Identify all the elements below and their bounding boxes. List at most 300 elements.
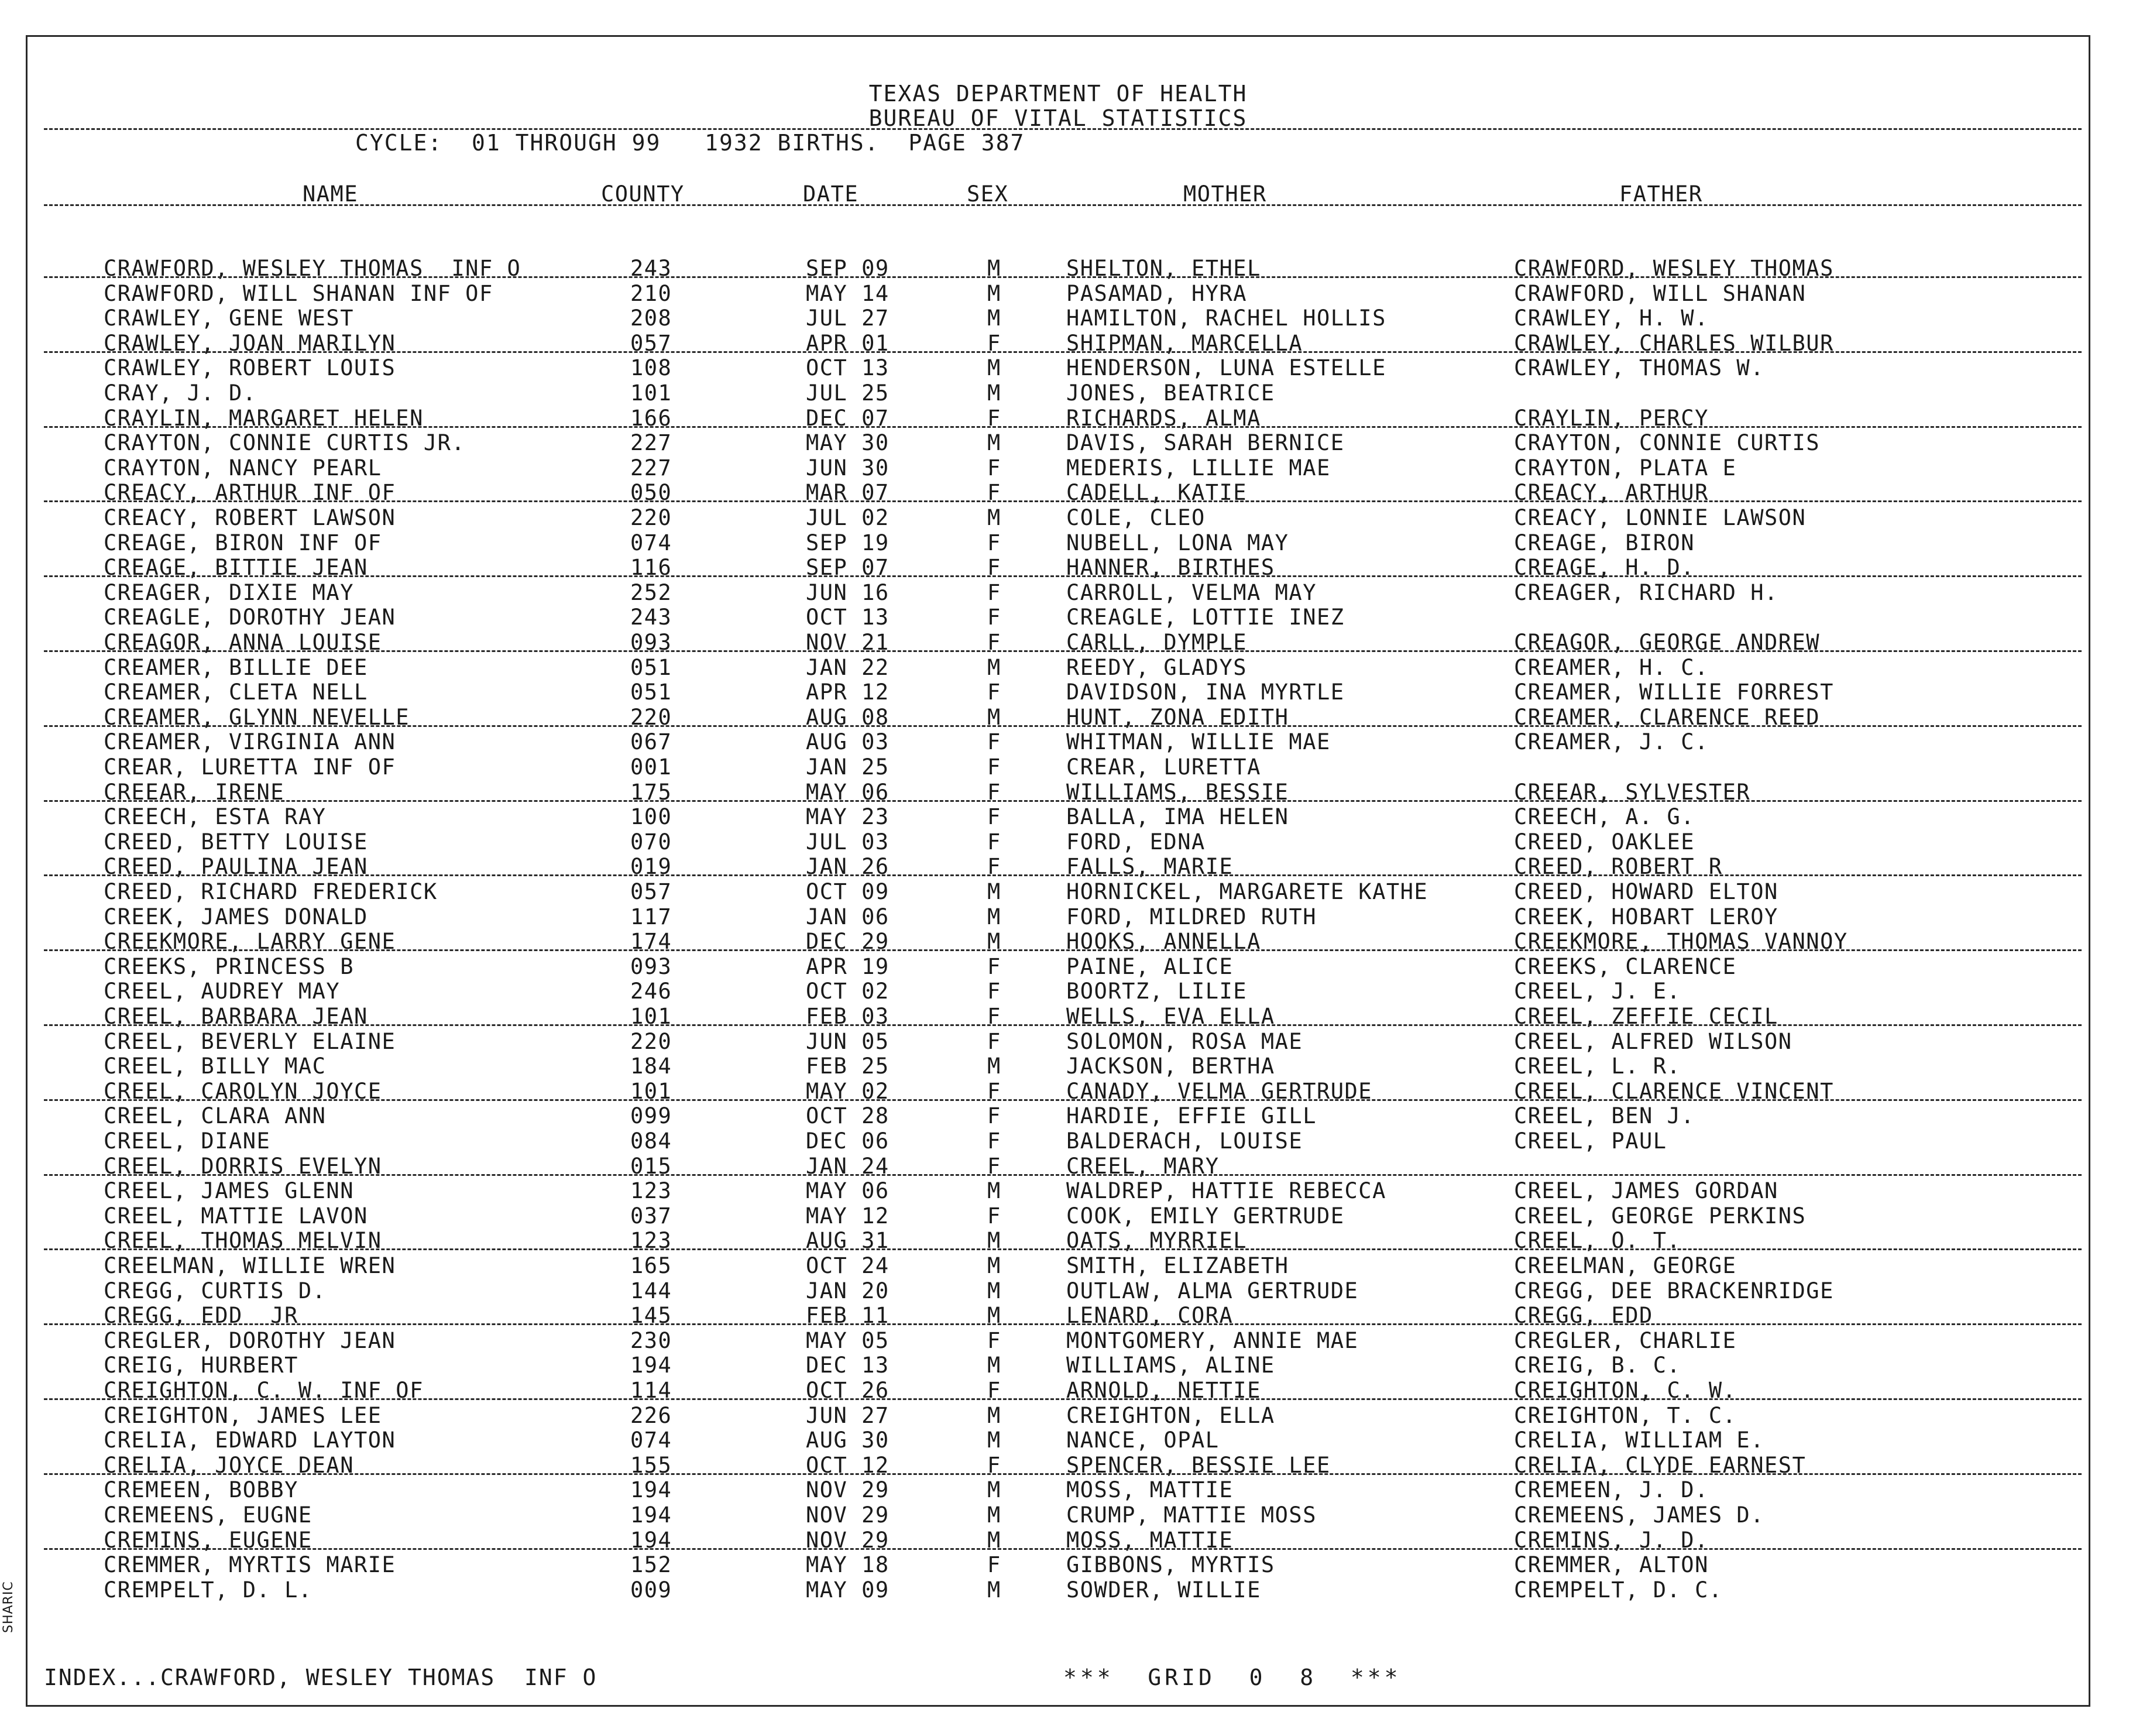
record-father: CREAMER, WILLIE FORREST [1514, 680, 1834, 705]
record-date: FEB 25 [806, 1054, 890, 1079]
record-date: NOV 29 [806, 1502, 890, 1528]
record-date: MAY 05 [806, 1327, 890, 1353]
record-county: 184 [630, 1054, 672, 1079]
table-row [28, 955, 2089, 979]
record-date: OCT 13 [806, 355, 890, 381]
table-row [28, 1478, 2089, 1502]
record-county: 057 [630, 879, 672, 904]
record-father: CREMEEN, J. D. [1514, 1477, 1709, 1503]
table-row [28, 656, 2089, 680]
record-father: CREEAR, SYLVESTER [1514, 779, 1751, 805]
record-county: 166 [630, 405, 672, 431]
record-county: 100 [630, 804, 672, 830]
record-date: JAN 24 [806, 1153, 890, 1179]
document-frame [26, 35, 2090, 1707]
record-name: CREEL, THOMAS MELVIN [104, 1228, 382, 1254]
record-father: CREMMER, ALTON [1514, 1552, 1709, 1578]
record-mother: FORD, MILDRED RUTH [1066, 904, 1317, 929]
record-county: 123 [630, 1178, 672, 1204]
record-date: NOV 29 [806, 1477, 890, 1503]
table-row [28, 1129, 2089, 1154]
row-rule-line [44, 1548, 2082, 1550]
record-county: 074 [630, 530, 672, 555]
record-sex: M [987, 280, 1001, 306]
record-county: 067 [630, 729, 672, 755]
record-sex: F [987, 605, 1001, 630]
record-county: 227 [630, 430, 672, 456]
record-name: CREMPELT, D. L. [104, 1577, 312, 1603]
record-mother: BALLA, IMA HELEN [1066, 804, 1289, 830]
record-sex: F [987, 1028, 1001, 1054]
table-row [28, 730, 2089, 754]
table-row [28, 1329, 2089, 1353]
table-row [28, 1254, 2089, 1278]
record-father: CREAMER, CLARENCE REED [1514, 704, 1821, 730]
record-county: 057 [630, 330, 672, 356]
record-name: CREAMER, CLETA NELL [104, 680, 368, 705]
record-mother: SOWDER, WILLIE [1066, 1577, 1261, 1603]
record-county: 246 [630, 979, 672, 1004]
record-mother: WILLIAMS, ALINE [1066, 1353, 1275, 1378]
record-sex: M [987, 505, 1001, 530]
record-name: CRAWLEY, ROBERT LOUIS [104, 355, 396, 381]
record-county: 108 [630, 355, 672, 381]
row-rule-line [44, 1024, 2082, 1026]
record-name: CREAGE, BIRON INF OF [104, 530, 382, 555]
record-county: 070 [630, 829, 672, 855]
record-father: CRAWLEY, THOMAS W. [1514, 355, 1764, 381]
record-name: CRAWFORD, WILL SHANAN INF OF [104, 280, 493, 306]
column-header-mother: MOTHER [1183, 181, 1267, 207]
record-date: MAR 07 [806, 480, 890, 506]
record-father: CRAYTON, PLATA E [1514, 455, 1737, 481]
record-name: CREAGE, BITTIE JEAN [104, 555, 368, 581]
record-county: 084 [630, 1128, 672, 1154]
column-header-date: DATE [803, 181, 859, 207]
record-county: 194 [630, 1477, 672, 1503]
record-sex: F [987, 1078, 1001, 1104]
record-father: CREEL, JAMES GORDAN [1514, 1178, 1778, 1204]
record-father: CRELIA, CLYDE EARNEST [1514, 1452, 1807, 1478]
record-sex: F [987, 1004, 1001, 1029]
record-sex: M [987, 380, 1001, 406]
record-sex: F [987, 330, 1001, 356]
record-sex: M [987, 1477, 1001, 1503]
record-mother: HUNT, ZONA EDITH [1066, 704, 1289, 730]
record-county: 230 [630, 1327, 672, 1353]
record-mother: CANADY, VELMA GERTRUDE [1066, 1078, 1373, 1104]
record-date: OCT 09 [806, 879, 890, 904]
record-name: CREAGLE, DOROTHY JEAN [104, 605, 396, 630]
record-mother: HOOKS, ANNELLA [1066, 929, 1261, 955]
record-mother: SPENCER, BESSIE LEE [1066, 1452, 1331, 1478]
record-name: CRAWLEY, GENE WEST [104, 306, 354, 331]
table-row [28, 1279, 2089, 1303]
record-sex: M [987, 654, 1001, 680]
record-name: CREAMER, BILLIE DEE [104, 654, 368, 680]
row-rule-line [44, 1323, 2082, 1325]
record-mother: COLE, CLEO [1066, 505, 1206, 530]
header-rule-line [44, 204, 2082, 206]
table-row [28, 381, 2089, 406]
column-header-county: COUNTY [601, 181, 685, 207]
record-date: JAN 06 [806, 904, 890, 929]
table-row [28, 1179, 2089, 1203]
table-row [28, 680, 2089, 705]
record-name: CREGG, CURTIS D. [104, 1278, 327, 1303]
record-father: CREEKS, CLARENCE [1514, 953, 1737, 979]
record-sex: F [987, 779, 1001, 805]
table-row [28, 1578, 2089, 1603]
record-mother: CARLL, DYMPLE [1066, 630, 1248, 655]
record-father: CREMINS, J. D. [1514, 1527, 1709, 1553]
record-name: CREGG, EDD JR [104, 1303, 298, 1329]
record-county: 155 [630, 1452, 672, 1478]
record-sex: M [987, 1577, 1001, 1603]
record-county: 227 [630, 455, 672, 481]
record-county: 050 [630, 480, 672, 506]
record-sex: M [987, 904, 1001, 929]
record-sex: F [987, 979, 1001, 1004]
record-name: CREEAR, IRENE [104, 779, 285, 805]
record-sex: F [987, 530, 1001, 555]
table-row [28, 531, 2089, 555]
record-county: 210 [630, 280, 672, 306]
record-sex: F [987, 1552, 1001, 1578]
record-sex: M [987, 355, 1001, 381]
record-name: CRAWLEY, JOAN MARILYN [104, 330, 396, 356]
record-father: CREEL, J. E. [1514, 979, 1681, 1004]
record-mother: WHITMAN, WILLIE MAE [1066, 729, 1331, 755]
record-name: CREAMER, VIRGINIA ANN [104, 729, 396, 755]
record-name: CREEKMORE, LARRY GENE [104, 929, 396, 955]
record-sex: M [987, 1178, 1001, 1204]
record-father: CREAGOR, GEORGE ANDREW [1514, 630, 1821, 655]
record-father: CREMPELT, D. C. [1514, 1577, 1723, 1603]
record-county: 194 [630, 1353, 672, 1378]
record-date: JUN 30 [806, 455, 890, 481]
record-county: 252 [630, 579, 672, 605]
record-county: 174 [630, 929, 672, 955]
department-title: TEXAS DEPARTMENT OF HEALTH [868, 81, 1248, 107]
record-county: 117 [630, 904, 672, 929]
record-mother: OATS, MYRRIEL [1066, 1228, 1248, 1254]
record-name: CREEL, BEVERLY ELAINE [104, 1028, 396, 1054]
table-row [28, 1104, 2089, 1128]
record-date: SEP 19 [806, 530, 890, 555]
table-row [28, 979, 2089, 1004]
record-mother: NUBELL, LONA MAY [1066, 530, 1289, 555]
record-name: CRAYTON, NANCY PEARL [104, 455, 382, 481]
record-mother: CARROLL, VELMA MAY [1066, 579, 1317, 605]
record-sex: M [987, 1278, 1001, 1303]
record-father: CREEKMORE, THOMAS VANNOY [1514, 929, 1848, 955]
record-date: MAY 14 [806, 280, 890, 306]
record-date: APR 19 [806, 953, 890, 979]
record-sex: M [987, 1527, 1001, 1553]
record-date: MAY 09 [806, 1577, 890, 1603]
record-name: CREEL, CLARA ANN [104, 1103, 327, 1129]
record-county: 009 [630, 1577, 672, 1603]
record-name: CREAGER, DIXIE MAY [104, 579, 354, 605]
column-header-name: NAME [303, 181, 359, 207]
record-father: CREECH, A. G. [1514, 804, 1695, 830]
record-name: CREIGHTON, C. W. INF OF [104, 1378, 424, 1403]
table-row [28, 1030, 2089, 1054]
record-county: 019 [630, 854, 672, 880]
record-father: CRAWFORD, WILL SHANAN [1514, 280, 1807, 306]
record-county: 243 [630, 256, 672, 281]
record-name: CRAWFORD, WESLEY THOMAS INF O [104, 256, 521, 281]
row-rule-line [44, 1398, 2082, 1400]
record-father: CREED, OAKLEE [1514, 829, 1695, 855]
record-mother: PASAMAD, HYRA [1066, 280, 1248, 306]
record-father: CRAYLIN, PERCY [1514, 405, 1709, 431]
record-mother: HORNICKEL, MARGARETE KATHE [1066, 879, 1428, 904]
record-county: 101 [630, 380, 672, 406]
row-rule-line [44, 1248, 2082, 1250]
record-mother: MONTGOMERY, ANNIE MAE [1066, 1327, 1359, 1353]
table-row [28, 1353, 2089, 1378]
table-row [28, 880, 2089, 904]
record-name: CREED, RICHARD FREDERICK [104, 879, 438, 904]
record-name: CRELIA, JOYCE DEAN [104, 1452, 354, 1478]
record-sex: M [987, 1253, 1001, 1278]
record-sex: M [987, 1054, 1001, 1079]
column-header-father: FATHER [1619, 181, 1703, 207]
record-mother: HENDERSON, LUNA ESTELLE [1066, 355, 1386, 381]
table-row [28, 1553, 2089, 1577]
record-sex: F [987, 1153, 1001, 1179]
record-county: 175 [630, 779, 672, 805]
record-date: AUG 31 [806, 1228, 890, 1254]
record-mother: WILLIAMS, BESSIE [1066, 779, 1289, 805]
record-date: JAN 26 [806, 854, 890, 880]
record-name: CRAYLIN, MARGARET HELEN [104, 405, 424, 431]
record-sex: M [987, 306, 1001, 331]
record-name: CREEL, BILLY MAC [104, 1054, 327, 1079]
record-sex: F [987, 1452, 1001, 1478]
record-father: CREGG, EDD [1514, 1303, 1653, 1329]
record-name: CREMEENS, EUGNE [104, 1502, 312, 1528]
record-name: CREMMER, MYRTIS MARIE [104, 1552, 396, 1578]
record-father: CRAWLEY, CHARLES WILBUR [1514, 330, 1834, 356]
record-mother: PAINE, ALICE [1066, 953, 1234, 979]
record-date: DEC 07 [806, 405, 890, 431]
record-sex: F [987, 1378, 1001, 1403]
record-date: DEC 06 [806, 1128, 890, 1154]
record-father: CREEL, ZEFFIE CECIL [1514, 1004, 1778, 1029]
record-mother: FALLS, MARIE [1066, 854, 1234, 880]
record-date: NOV 29 [806, 1527, 890, 1553]
row-rule-line [44, 1099, 2082, 1101]
record-date: AUG 08 [806, 704, 890, 730]
record-county: 145 [630, 1303, 672, 1329]
record-name: CREMINS, EUGENE [104, 1527, 312, 1553]
table-row [28, 1428, 2089, 1453]
record-name: CREGLER, DOROTHY JEAN [104, 1327, 396, 1353]
row-rule-line [44, 1473, 2082, 1475]
record-mother: SHIPMAN, MARCELLA [1066, 330, 1303, 356]
record-date: FEB 03 [806, 1004, 890, 1029]
record-sex: F [987, 1103, 1001, 1129]
record-county: 152 [630, 1552, 672, 1578]
record-sex: M [987, 879, 1001, 904]
record-sex: F [987, 555, 1001, 581]
record-mother: HANNER, BIRTHES [1066, 555, 1275, 581]
record-mother: RICHARDS, ALMA [1066, 405, 1261, 431]
table-row [28, 581, 2089, 605]
row-rule-line [44, 650, 2082, 652]
record-date: MAY 06 [806, 779, 890, 805]
record-name: CREED, PAULINA JEAN [104, 854, 368, 880]
record-name: CREIG, HURBERT [104, 1353, 298, 1378]
record-name: CREECH, ESTA RAY [104, 804, 327, 830]
record-sex: M [987, 1428, 1001, 1453]
table-row [28, 830, 2089, 855]
record-father: CREEK, HOBART LEROY [1514, 904, 1778, 929]
record-county: 037 [630, 1203, 672, 1229]
record-father: CREAMER, J. C. [1514, 729, 1709, 755]
record-date: JUN 27 [806, 1402, 890, 1428]
record-name: CREEL, DIANE [104, 1128, 271, 1154]
record-name: CREEK, JAMES DONALD [104, 904, 368, 929]
row-rule-line [44, 874, 2082, 876]
record-mother: COOK, EMILY GERTRUDE [1066, 1203, 1345, 1229]
record-mother: LENARD, CORA [1066, 1303, 1234, 1329]
table-row [28, 905, 2089, 929]
record-date: AUG 30 [806, 1428, 890, 1453]
bureau-title: BUREAU OF VITAL STATISTICS [868, 105, 1248, 131]
record-mother: CADELL, KATIE [1066, 480, 1248, 506]
record-name: CREEL, CAROLYN JOYCE [104, 1078, 382, 1104]
record-sex: M [987, 704, 1001, 730]
record-date: MAY 12 [806, 1203, 890, 1229]
record-sex: M [987, 1353, 1001, 1378]
record-father: CREED, ROBERT R [1514, 854, 1723, 880]
record-county: 093 [630, 953, 672, 979]
record-father: CREIG, B. C. [1514, 1353, 1681, 1378]
record-name: CREIGHTON, JAMES LEE [104, 1402, 382, 1428]
record-name: CREACY, ARTHUR INF OF [104, 480, 396, 506]
table-row [28, 1204, 2089, 1229]
record-county: 051 [630, 680, 672, 705]
record-father: CREEL, GEORGE PERKINS [1514, 1203, 1807, 1229]
record-date: MAY 06 [806, 1178, 890, 1204]
record-county: 208 [630, 306, 672, 331]
record-mother: HARDIE, EFFIE GILL [1066, 1103, 1317, 1129]
record-sex: F [987, 854, 1001, 880]
record-mother: WELLS, EVA ELLA [1066, 1004, 1275, 1029]
record-father: CREACY, LONNIE LAWSON [1514, 505, 1807, 530]
record-date: MAY 23 [806, 804, 890, 830]
record-mother: DAVIDSON, INA MYRTLE [1066, 680, 1345, 705]
record-sex: F [987, 953, 1001, 979]
table-row [28, 431, 2089, 455]
record-county: 116 [630, 555, 672, 581]
record-father: CREEL, BEN J. [1514, 1103, 1695, 1129]
record-county: 243 [630, 605, 672, 630]
record-date: JAN 22 [806, 654, 890, 680]
record-mother: JACKSON, BERTHA [1066, 1054, 1275, 1079]
table-row [28, 1503, 2089, 1528]
record-sex: F [987, 1128, 1001, 1154]
record-father: CRELIA, WILLIAM E. [1514, 1428, 1764, 1453]
row-rule-line [44, 1174, 2082, 1176]
record-date: APR 01 [806, 330, 890, 356]
record-sex: M [987, 256, 1001, 281]
record-father: CRAWLEY, H. W. [1514, 306, 1709, 331]
record-mother: JONES, BEATRICE [1066, 380, 1275, 406]
record-date: DEC 29 [806, 929, 890, 955]
record-sex: F [987, 480, 1001, 506]
table-row [28, 282, 2089, 306]
record-county: 226 [630, 1402, 672, 1428]
record-date: OCT 13 [806, 605, 890, 630]
record-sex: M [987, 929, 1001, 955]
record-father: CREAMER, H. C. [1514, 654, 1709, 680]
record-mother: CREIGHTON, ELLA [1066, 1402, 1275, 1428]
record-sex: F [987, 405, 1001, 431]
side-label: SHARIC [1, 1581, 16, 1633]
table-row [28, 755, 2089, 780]
record-father: CREEL, O. T. [1514, 1228, 1681, 1254]
record-date: JAN 25 [806, 754, 890, 780]
record-name: CREEL, MATTIE LAVON [104, 1203, 368, 1229]
column-header-sex: SEX [967, 181, 1009, 207]
record-mother: BOORTZ, LILIE [1066, 979, 1248, 1004]
grid-footer: *** GRID 0 8 *** [1063, 1665, 1402, 1690]
record-sex: F [987, 829, 1001, 855]
record-mother: SHELTON, ETHEL [1066, 256, 1261, 281]
row-rule-line [44, 725, 2082, 727]
index-footer: INDEX...CRAWFORD, WESLEY THOMAS INF O [44, 1665, 597, 1690]
record-sex: M [987, 1502, 1001, 1528]
record-sex: F [987, 455, 1001, 481]
record-county: 114 [630, 1378, 672, 1403]
record-sex: F [987, 729, 1001, 755]
record-father: CRAYTON, CONNIE CURTIS [1514, 430, 1821, 456]
record-name: CREAGOR, ANNA LOUISE [104, 630, 382, 655]
record-father: CREEL, L. R. [1514, 1054, 1681, 1079]
record-sex: F [987, 630, 1001, 655]
record-name: CREEL, BARBARA JEAN [104, 1004, 368, 1029]
record-mother: HAMILTON, RACHEL HOLLIS [1066, 306, 1386, 331]
record-date: JUL 03 [806, 829, 890, 855]
record-mother: ARNOLD, NETTIE [1066, 1378, 1261, 1403]
record-sex: M [987, 1402, 1001, 1428]
record-date: DEC 13 [806, 1353, 890, 1378]
record-county: 194 [630, 1527, 672, 1553]
rule-line [44, 128, 2082, 130]
record-name: CREACY, ROBERT LAWSON [104, 505, 396, 530]
row-rule-line [44, 575, 2082, 577]
record-mother: MEDERIS, LILLIE MAE [1066, 455, 1331, 481]
record-mother: MOSS, MATTIE [1066, 1527, 1234, 1553]
record-name: CREEL, JAMES GLENN [104, 1178, 354, 1204]
record-sex: F [987, 804, 1001, 830]
record-father: CREEL, ALFRED WILSON [1514, 1028, 1792, 1054]
record-mother: REEDY, GLADYS [1066, 654, 1248, 680]
record-sex: M [987, 1228, 1001, 1254]
record-mother: SMITH, ELIZABETH [1066, 1253, 1289, 1278]
record-name: CREMEEN, BOBBY [104, 1477, 298, 1503]
record-date: JAN 20 [806, 1278, 890, 1303]
record-date: AUG 03 [806, 729, 890, 755]
table-row [28, 605, 2089, 630]
record-date: OCT 12 [806, 1452, 890, 1478]
record-father: CREAGE, BIRON [1514, 530, 1695, 555]
